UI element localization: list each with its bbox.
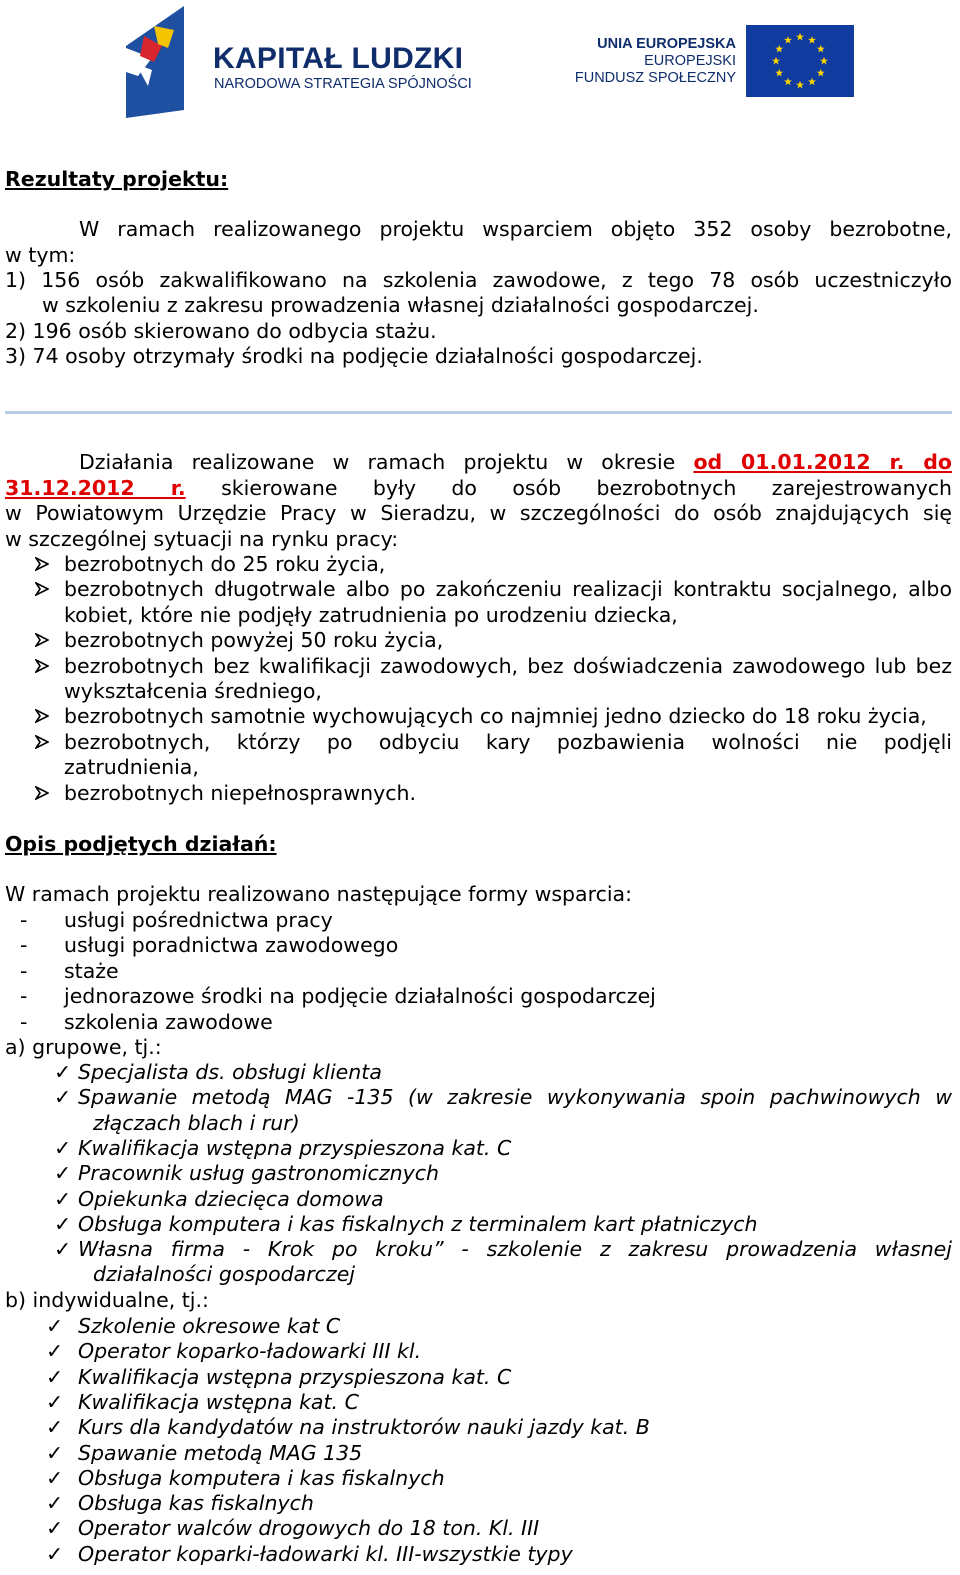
check-mark-icon: ✓ [46,1314,64,1338]
eu-label-line3: FUNDUSZ SPOŁECZNY [574,70,736,86]
support-form-item [64,959,119,983]
actions-para-line3: w Powiatowym Urzędzie Pracy w Sieradzu, w szczególności do osób znajdujących się [5,501,952,525]
training-name: Specjalista ds. obsługi klienta [78,1060,382,1084]
support-form-text: usługi poradnictwa zawodowego [64,933,399,958]
training-name: działalności gospodarczej [93,1262,356,1287]
training-item-line [54,1237,952,1262]
section-divider [5,411,952,414]
kapital-ludzki-title: KAPITAŁ LUDZKI [213,42,464,75]
bullet-line [64,781,416,805]
support-form-item [64,933,398,957]
training-item-line [46,1516,540,1541]
training-item-line [54,1060,382,1084]
target-group-text: wykształcenia średniego, [64,679,322,703]
bullet-line [64,704,927,728]
target-group-text: bezrobotnych do 25 roku życia, [64,552,386,576]
actions-para-line4: w szczególnej sytuacji na rynku pracy: [5,527,399,551]
training-name: Spawanie metodą MAG 135 [78,1440,363,1465]
check-mark-icon: ✓ [54,1211,72,1236]
arrow-bullet-icon [35,735,49,749]
check-mark-icon: ✓ [54,1186,72,1211]
training-name: Operator walców drogowych do 18 ton. Kl. III [78,1516,540,1541]
check-mark-icon: ✓ [46,1491,64,1516]
arrow-bullet-icon [35,557,49,571]
training-item-line [54,1135,512,1160]
target-group-text: zatrudnienia, [64,755,199,780]
training-item-line [93,1111,300,1135]
check-mark-icon: ✓ [46,1339,64,1364]
check-mark-icon: ✓ [46,1440,64,1465]
training-item-line [46,1491,314,1516]
bullet-line [64,730,952,754]
target-group-text: bezrobotnych niepełnosprawnych. [64,780,417,805]
target-group-text: kobiet, które nie podjęły zatrudnienia po urodzeniu dziecka, [64,602,678,627]
training-item-line [46,1339,422,1364]
kapital-ludzki-subtitle: NARODOWA STRATEGIA SPÓJNOŚCI [214,76,472,92]
support-form-item [64,984,656,1008]
training-name: Własna firma - Krok po kroku” - szkolenie z zakresu prowadzenia własnej [78,1237,952,1262]
support-form-item [64,1010,273,1034]
target-group-text: bezrobotnych, którzy po odbyciu kary pozbawienia wolności nie podjęli [64,729,952,754]
training-item-line [54,1085,952,1110]
check-mark-icon: ✓ [54,1085,72,1110]
description-heading: Opis podjętych działań: [5,832,277,856]
support-form-text: jednorazowe środki na podjęcie działalności gospodarczej [64,984,656,1009]
training-item-line [54,1211,758,1236]
target-group-text: bezrobotnych długotrwale albo po zakończeniu realizacji kontraktu socjalnego, albo [64,577,952,602]
actions-para-line2 [5,476,952,500]
actions-para-line2-text: skierowane były do osób bezrobotnych zarejestrowanych [221,476,952,500]
training-item-line [54,1186,384,1211]
dash-marker: - [20,958,28,983]
support-form-text: szkolenia zawodowe [64,1009,273,1034]
training-name: Operator koparko-ładowarki III kl. [78,1339,422,1364]
training-name: Obsługa komputera i kas fiskalnych [78,1465,445,1490]
support-form-item [64,908,333,932]
logo-header [0,0,960,130]
training-item-line [46,1364,512,1389]
training-item-line [93,1262,355,1286]
check-mark-icon: ✓ [46,1541,64,1566]
period-start-date: od 01.01.2012 r. do [693,450,952,474]
training-item-line [54,1161,439,1186]
training-name: złączach blach i rur) [93,1110,300,1135]
training-name: Obsługa kas fiskalnych [78,1491,314,1516]
dash-marker: - [20,984,28,1009]
eu-label-line1: UNIA EUROPEJSKA [597,36,736,52]
arrow-bullet-icon [35,659,49,673]
support-form-text: usługi pośrednictwa pracy [64,908,333,932]
results-heading: Rezultaty projektu: [5,167,229,191]
training-item-line [46,1389,359,1414]
results-item1-line2: w szkoleniu z zakresu prowadzenia własnej działalności gospodarczej. [42,293,759,317]
actions-para-prefix: Działania realizowane w ramach projektu w okresie [79,450,676,474]
arrow-bullet-icon [35,582,49,596]
training-name: Spawanie metodą MAG -135 (w zakresie wykonywania spoin pachwinowych w [78,1085,952,1110]
support-form-text: staże [64,958,119,983]
arrow-bullet-icon [35,633,49,647]
training-name: Kwalifikacja wstępna kat. C [78,1389,359,1414]
training-name: Kurs dla kandydatów na instruktorów nauki jazdy kat. B [78,1415,650,1440]
bullet-line [64,679,322,703]
arrow-bullet-icon [35,709,49,723]
bullet-line [64,603,678,627]
bullet-line [64,577,952,601]
training-item-line [46,1314,341,1338]
description-intro: W ramach projektu realizowano następujące formy wsparcia: [5,882,633,906]
target-group-text: bezrobotnych powyżej 50 roku życia, [64,628,444,653]
training-item-line [46,1440,363,1465]
results-item1-line1: 1) 156 osób zakwalifikowano na szkolenia zawodowe, z tego 78 osób uczestniczyło [5,268,952,292]
results-intro-line1: W ramach realizowanego projektu wsparciem objęto 352 osoby bezrobotne, [79,217,952,241]
individual-label: b) indywidualne, tj.: [5,1288,209,1312]
bullet-line [64,552,385,576]
target-group-text: bezrobotnych samotnie wychowujących co najmniej jedno dziecko do 18 roku życia, [64,704,927,729]
target-group-text: bezrobotnych bez kwalifikacji zawodowych, bez doświadczenia zawodowego lub bez [64,653,952,678]
dash-marker: - [20,1009,28,1034]
training-item-line [46,1541,573,1566]
check-mark-icon: ✓ [54,1135,72,1160]
training-name: Pracownik usług gastronomicznych [78,1161,439,1186]
period-end-date: 31.12.2012 r. [5,476,186,500]
check-mark-icon: ✓ [46,1364,64,1389]
training-name: Kwalifikacja wstępna przyspieszona kat. C [78,1364,512,1389]
results-intro-line2: w tym: [5,243,76,267]
training-item-line [46,1415,650,1440]
bullet-line [64,628,443,652]
eu-label-line2: EUROPEJSKI [644,53,736,69]
check-mark-icon: ✓ [46,1389,64,1414]
check-mark-icon: ✓ [54,1060,72,1084]
check-mark-icon: ✓ [54,1237,72,1262]
eu-flag-icon [746,25,854,97]
training-item-line [46,1465,445,1490]
dash-marker: - [20,933,28,958]
results-item2: 2) 196 osób skierowano do odbycia stażu. [5,319,437,343]
training-name: Operator koparki-ładowarki kl. III-wszystkie typy [78,1541,573,1566]
eu-fund-label [560,36,736,87]
arrow-bullet-icon [35,786,49,800]
training-name: Obsługa komputera i kas fiskalnych z terminalem kart płatniczych [78,1211,758,1236]
bullet-line [64,755,199,779]
training-name: Opiekunka dziecięca domowa [78,1186,384,1211]
actions-para-line1 [5,450,952,474]
check-mark-icon: ✓ [46,1465,64,1490]
group-label: a) grupowe, tj.: [5,1035,162,1059]
check-mark-icon: ✓ [46,1516,64,1541]
bullet-line [64,654,952,678]
kapital-ludzki-logo-icon [118,6,190,118]
check-mark-icon: ✓ [54,1161,72,1186]
training-name: Szkolenie okresowe kat C [78,1314,341,1338]
dash-marker: - [20,908,28,932]
check-mark-icon: ✓ [46,1415,64,1440]
training-name: Kwalifikacja wstępna przyspieszona kat. C [78,1135,512,1160]
results-item3: 3) 74 osoby otrzymały środki na podjęcie działalności gospodarczej. [5,344,703,368]
